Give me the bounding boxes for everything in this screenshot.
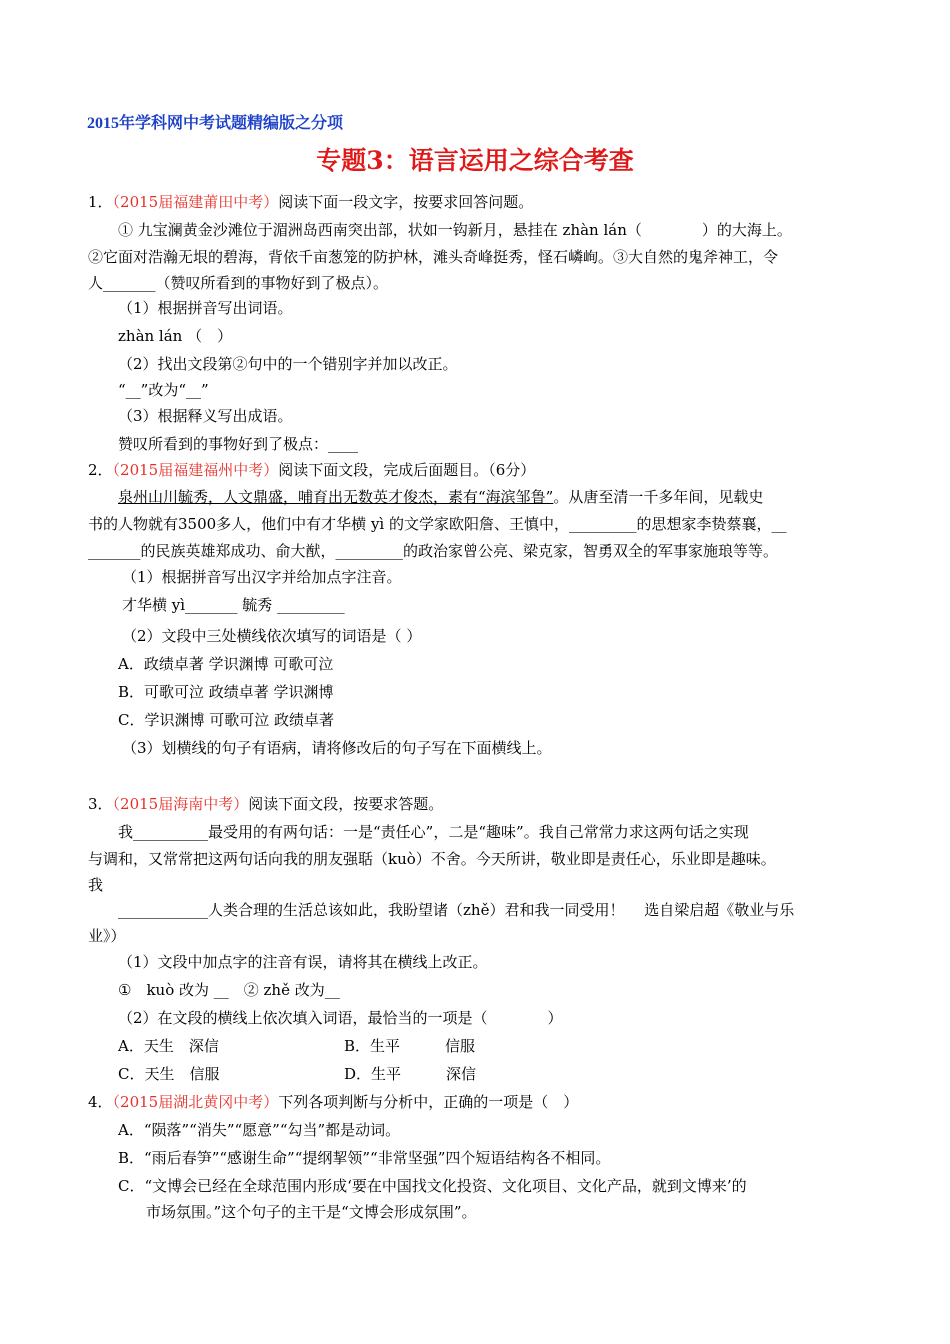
q3-sub-2: （2）在文段的横线上依次填入词语，最恰当的一项是（ ）: [118, 1009, 563, 1027]
doc-header: 2015年学科网中考试题精编版之分项: [87, 115, 344, 132]
q3-option-c: C．天生 信服: [118, 1065, 220, 1083]
q1-sub-3: （3）根据释义写出成语。: [118, 407, 293, 425]
q2-option-c: C．学识渊博 可歌可泣 政绩卓著: [118, 711, 335, 729]
q4-stem: 4．（2015届湖北黄冈中考）下列各项判断与分析中，正确的一项是（ ）: [88, 1093, 579, 1111]
q3-para-4: ____________人类合理的生活总该如此，我盼望诸（zhě）君和我一同受用！ 选自梁启超《敬业与乐: [118, 901, 795, 919]
q2-sub-1-answer: 才华横 yì_______ 毓秀 _________: [122, 596, 345, 614]
q1-sub-2-answer: “__”改为“__”: [118, 381, 209, 399]
q3-option-b: B．生平 信服: [344, 1037, 476, 1055]
q3-option-a: A．天生 深信: [118, 1037, 219, 1055]
q3-sub-1-answer: ① kuò 改为 __ ② zhě 改为__: [118, 981, 340, 999]
q4-option-c-line-1: C．“文博会已经在全球范围内形成‘要在中国找文化投资、文化项目、文化产品，就到文博来’的: [118, 1177, 747, 1195]
q3-para-5: 业》）: [88, 927, 126, 945]
q2-stem: 2．（2015届福建福州中考）阅读下面文段，完成后面题目。（6分）: [88, 461, 536, 479]
q2-para-2: 书的人物就有3500多人，他们中有才华横 yì 的文学家欧阳詹、王慎中，_________的思想家李贽蔡襄，__: [88, 515, 787, 533]
q3-para-2: 与调和，又常常把这两句话向我的朋友强聒（kuò）不舍。今天所讲，敬业即是责任心，乐业即是趣味。: [88, 850, 776, 868]
q2-sub-2: （2）文段中三处横线依次填写的词语是（ ）: [122, 627, 422, 645]
q1-sub-1: （1）根据拼音写出词语。: [118, 299, 293, 317]
q2-sub-3: （3）划横线的句子有语病，请将修改后的句子写在下面横线上。: [122, 739, 552, 757]
q1-para-3: 人_______（赞叹所看到的事物好到了极点）。: [88, 274, 389, 292]
q2-option-a: A．政绩卓著 学识渊博 可歌可泣: [118, 655, 334, 673]
q2-option-b: B．可歌可泣 政绩卓著 学识渊博: [118, 683, 334, 701]
q1-sub-2: （2）找出文段第②句中的一个错别字并加以改正。: [118, 355, 458, 373]
q1-para-1: ① 九宝澜黄金沙滩位于湄洲岛西南突出部，状如一钩新月，悬挂在 zhàn lán（ ）的大海上。: [118, 221, 792, 239]
q2-para-1: 泉州山川毓秀，人文鼎盛，哺育出无数英才俊杰，素有“海滨邹鲁”。从唐至清一千多年间，见载史: [118, 488, 764, 506]
q3-para-1: 我__________最受用的有两句话：一是“责任心”，二是“趣味”。我自己常常力求这两句话之实现: [118, 823, 749, 841]
q1-sub-3-answer: 赞叹所看到的事物好到了极点：____: [118, 435, 359, 453]
q4-option-b: B．“雨后春笋”“感谢生命”“提纲挈领”“非常坚强”四个短语结构各不相同。: [118, 1149, 611, 1167]
q4-option-c-line-2: 市场氛围。”这个句子的主干是“文博会形成氛围”。: [146, 1203, 477, 1221]
q1-sub-1-answer: zhàn lán （ ）: [118, 327, 233, 345]
q3-sub-1: （1）文段中加点字的注音有误，请将其在横线上改正。: [118, 953, 488, 971]
q2-para-3: _______的民族英雄郑成功、俞大猷，_________的政治家曾公亮、梁克家，智勇双全的军事家施琅等等。: [88, 542, 779, 560]
q3-para-3: 我: [88, 876, 104, 894]
doc-title: 专题3：语言运用之综合考查: [316, 146, 634, 175]
q3-stem: 3．（2015届海南中考）阅读下面文段，按要求答题。: [88, 795, 444, 813]
q4-option-a: A．“陨落”“消失”“愿意”“勾当”都是动词。: [118, 1121, 401, 1139]
q1-stem: 1．（2015届福建莆田中考）阅读下面一段文字，按要求回答问题。: [88, 193, 534, 211]
q3-option-d: D．生平 深信: [344, 1065, 477, 1083]
q1-para-2: ②它面对浩瀚无垠的碧海，背依千亩葱笼的防护林，滩头奇峰挺秀，怪石嶙峋。③大自然的鬼斧神工，令: [88, 248, 779, 266]
q2-sub-1: （1）根据拼音写出汉字并给加点字注音。: [122, 568, 402, 586]
